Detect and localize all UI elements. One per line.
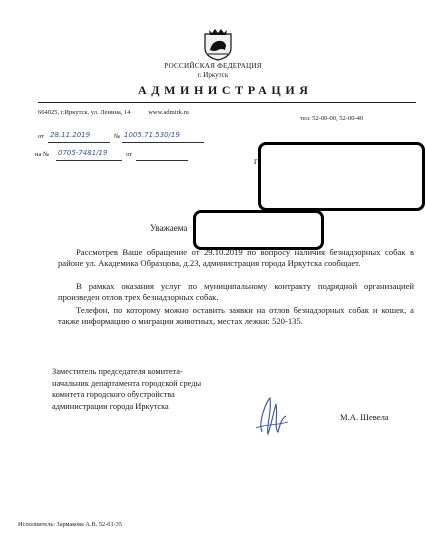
body-paragraph-3: Телефон, по которому можно оставить заявки на отлов безнадзорных собак и кошек, а также информацию о миграции животных, местах лежки: 520-135.	[58, 305, 414, 326]
city-coat-of-arms-icon	[203, 28, 233, 61]
letterhead-phone: тел. 52-00-00, 52-00-40	[300, 115, 364, 122]
greeting: Уважаема	[150, 223, 188, 233]
recipient-redaction	[258, 142, 425, 211]
number-handwritten: 1005.71.530/19	[124, 131, 180, 139]
number-label: №	[114, 133, 121, 140]
handwritten-signature	[252, 392, 292, 440]
signatory-position-line: Заместитель председателя комитета-	[52, 367, 183, 376]
recipient-marker: г	[254, 156, 258, 166]
signatory-position-line: администрации города Иркутска	[52, 401, 169, 411]
ref-label: на №	[35, 151, 50, 158]
signatory-position-line: начальник департамента городской среды	[52, 378, 202, 388]
ref-date-underline	[136, 160, 188, 161]
letterhead-title: АДМИНИСТРАЦИЯ	[138, 83, 313, 97]
ref-underline	[56, 160, 122, 161]
recipient-name-redaction	[193, 210, 324, 250]
country-name: РОССИЙСКАЯ ФЕДЕРАЦИЯ	[164, 62, 262, 70]
ref-date-label: от	[126, 151, 133, 158]
address-text: 664025, г.Иркутск, ул. Ленина, 14	[38, 109, 131, 116]
date-label: от	[38, 133, 45, 140]
letterhead-address	[38, 109, 189, 116]
date-underline	[48, 142, 110, 143]
executor-info: Исполнитель: Зармакова А.В. 52-01-35	[18, 521, 122, 528]
date-handwritten: 28.11.2019	[50, 131, 91, 139]
signatory-position	[52, 366, 201, 412]
city-name: г. Иркутск	[197, 71, 229, 79]
signatory-position-line: комитета городского обустройства	[52, 390, 175, 399]
ref-handwritten: 0705-7481/19	[58, 149, 108, 157]
website-link[interactable]: www.admirk.ru	[148, 109, 189, 116]
body-paragraph-1: Рассмотрев Ваше обращение от 29.10.2019 по вопросу наличия безнадзорных собак в районе ул. Академика Образцова, д.23, администрация города Иркутска сообщает.	[58, 247, 414, 268]
signatory-name: М.А. Шевела	[340, 412, 389, 422]
body-paragraph-2: В рамках оказания услуг по муниципальному контракту подрядной организацией произведен отлов трех безнадзорных собак.	[58, 281, 414, 302]
letterhead-divider	[38, 102, 416, 103]
number-underline	[122, 142, 204, 143]
